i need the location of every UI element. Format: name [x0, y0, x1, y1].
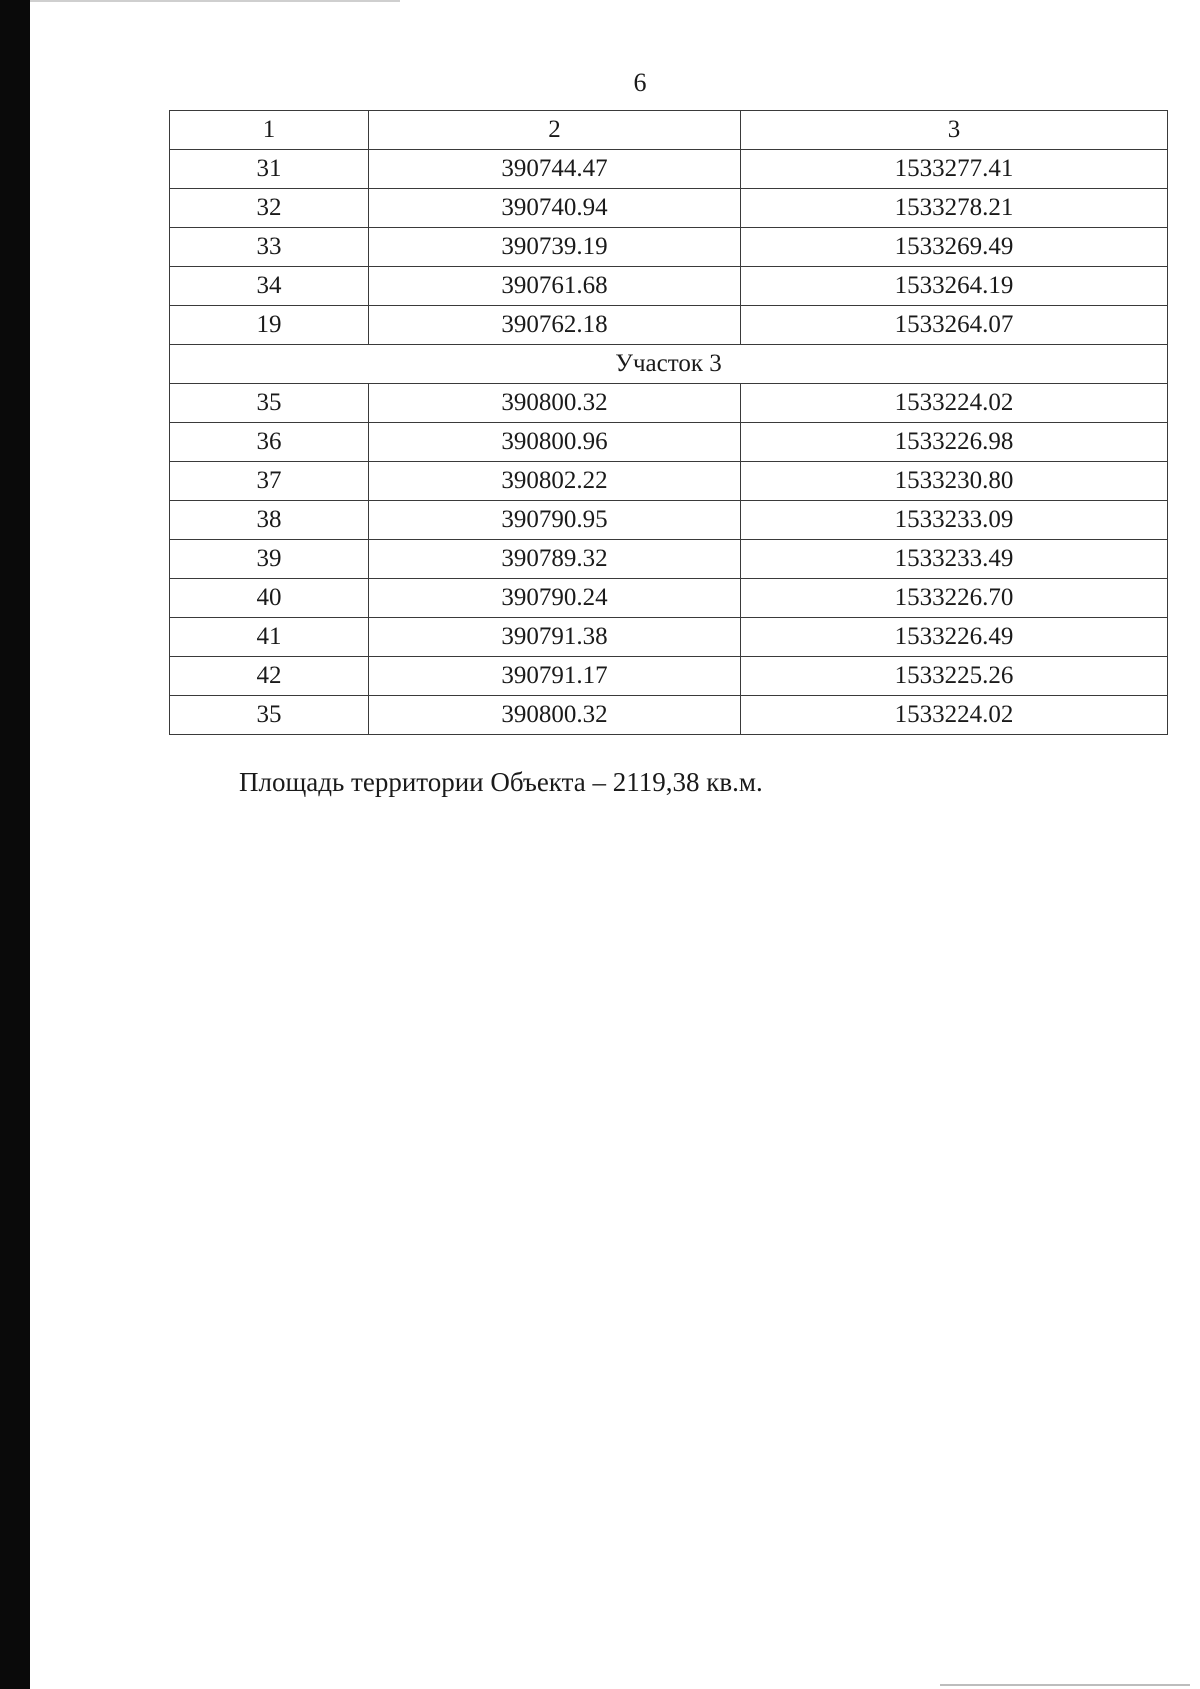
table-row [170, 306, 1168, 345]
table-row [170, 540, 1168, 579]
y-coordinate: 1533226.70 [741, 579, 1168, 618]
x-coordinate: 390802.22 [369, 462, 741, 501]
table-row [170, 501, 1168, 540]
table-row [170, 618, 1168, 657]
table-row [170, 462, 1168, 501]
y-coordinate: 1533278.21 [741, 189, 1168, 228]
x-coordinate: 390800.96 [369, 423, 741, 462]
y-coordinate: 1533233.09 [741, 501, 1168, 540]
point-number: 32 [170, 189, 369, 228]
column-header: 3 [741, 111, 1168, 150]
x-coordinate: 390791.17 [369, 657, 741, 696]
scan-artifact-line [30, 0, 400, 2]
y-coordinate: 1533225.26 [741, 657, 1168, 696]
column-header: 1 [170, 111, 369, 150]
x-coordinate: 390800.32 [369, 384, 741, 423]
table-row [170, 384, 1168, 423]
table-row [170, 228, 1168, 267]
table-row [170, 696, 1168, 735]
area-summary: Площадь территории Объекта – 2119,38 кв.м. [239, 767, 763, 797]
point-number: 37 [170, 462, 369, 501]
x-coordinate: 390761.68 [369, 267, 741, 306]
x-coordinate: 390739.19 [369, 228, 741, 267]
y-coordinate: 1533269.49 [741, 228, 1168, 267]
table-row [170, 267, 1168, 306]
point-number: 42 [170, 657, 369, 696]
point-number: 19 [170, 306, 369, 345]
point-number: 33 [170, 228, 369, 267]
x-coordinate: 390744.47 [369, 150, 741, 189]
table-row [170, 150, 1168, 189]
y-coordinate: 1533230.80 [741, 462, 1168, 501]
y-coordinate: 1533264.19 [741, 267, 1168, 306]
x-coordinate: 390740.94 [369, 189, 741, 228]
page-number: 6 [633, 68, 647, 97]
x-coordinate: 390762.18 [369, 306, 741, 345]
y-coordinate: 1533226.98 [741, 423, 1168, 462]
scan-edge [0, 0, 30, 1689]
y-coordinate: 1533224.02 [741, 696, 1168, 735]
table-header-row [170, 111, 1168, 150]
point-number: 31 [170, 150, 369, 189]
point-number: 38 [170, 501, 369, 540]
table-row [170, 423, 1168, 462]
x-coordinate: 390789.32 [369, 540, 741, 579]
point-number: 35 [170, 696, 369, 735]
column-header: 2 [369, 111, 741, 150]
section-label: Участок 3 [170, 345, 1168, 384]
table-row [170, 579, 1168, 618]
point-number: 35 [170, 384, 369, 423]
point-number: 36 [170, 423, 369, 462]
point-number: 34 [170, 267, 369, 306]
coordinates-table [169, 110, 1168, 735]
x-coordinate: 390800.32 [369, 696, 741, 735]
table-row [170, 657, 1168, 696]
point-number: 40 [170, 579, 369, 618]
x-coordinate: 390791.38 [369, 618, 741, 657]
x-coordinate: 390790.24 [369, 579, 741, 618]
scan-artifact-line [940, 1684, 1190, 1686]
point-number: 39 [170, 540, 369, 579]
y-coordinate: 1533224.02 [741, 384, 1168, 423]
x-coordinate: 390790.95 [369, 501, 741, 540]
y-coordinate: 1533226.49 [741, 618, 1168, 657]
y-coordinate: 1533264.07 [741, 306, 1168, 345]
table-row [170, 189, 1168, 228]
section-row [170, 345, 1168, 384]
y-coordinate: 1533277.41 [741, 150, 1168, 189]
point-number: 41 [170, 618, 369, 657]
y-coordinate: 1533233.49 [741, 540, 1168, 579]
